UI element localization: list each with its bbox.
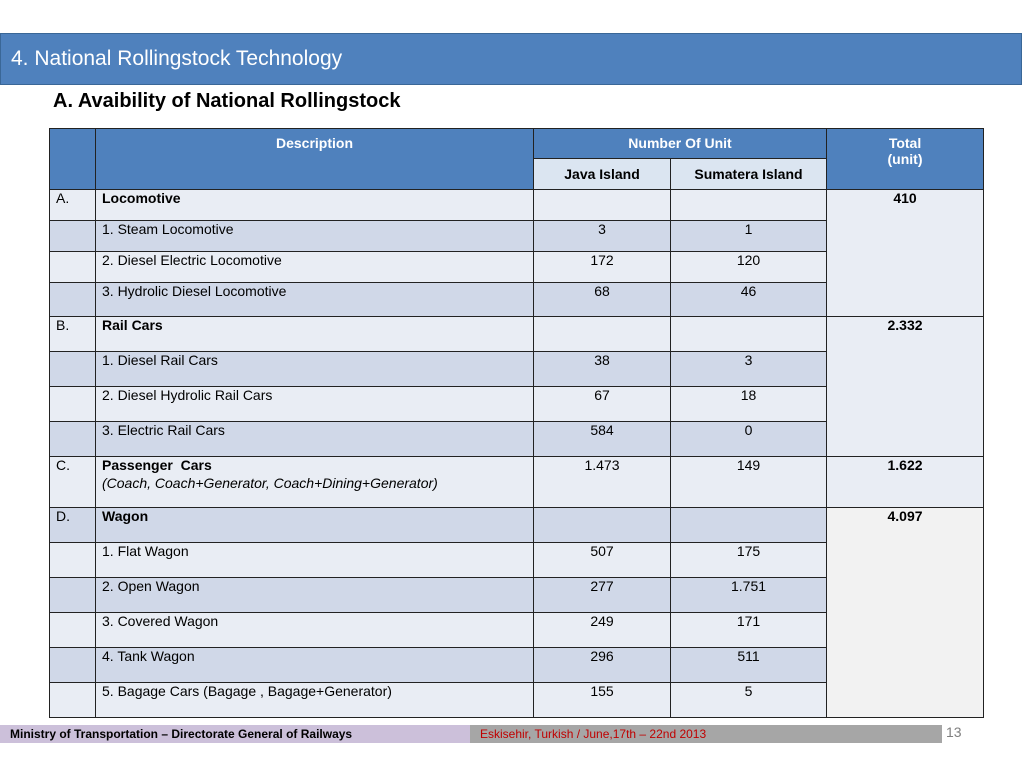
table-row — [50, 317, 984, 352]
java-value: 68 — [534, 283, 671, 317]
java-value: 277 — [534, 578, 671, 613]
java-value: 584 — [534, 422, 671, 457]
item-label: 1. Steam Locomotive — [96, 221, 534, 252]
java-value: 1.473 — [534, 457, 671, 508]
sumatera-value: 171 — [671, 613, 827, 648]
section-code: B. — [50, 317, 96, 352]
java-value: 249 — [534, 613, 671, 648]
section-code: A. — [50, 190, 96, 221]
header-total-line1: Total — [888, 135, 922, 151]
java-value: 38 — [534, 352, 671, 387]
footer-event — [470, 725, 942, 743]
item-label: 2. Diesel Electric Locomotive — [96, 252, 534, 283]
java-value: 172 — [534, 252, 671, 283]
item-label: 4. Tank Wagon — [96, 648, 534, 683]
sumatera-value: 149 — [671, 457, 827, 508]
item-label: 3. Covered Wagon — [96, 613, 534, 648]
sumatera-value: 120 — [671, 252, 827, 283]
table-row — [50, 190, 984, 221]
page-number: 13 — [946, 724, 962, 740]
sumatera-value: 1.751 — [671, 578, 827, 613]
section-total: 410 — [827, 190, 984, 317]
item-label: 1. Diesel Rail Cars — [96, 352, 534, 387]
sumatera-value: 3 — [671, 352, 827, 387]
item-label: 2. Diesel Hydrolic Rail Cars — [96, 387, 534, 422]
section-code: C. — [50, 457, 96, 508]
java-value: 3 — [534, 221, 671, 252]
section-total: 4.097 — [827, 508, 984, 718]
sumatera-value: 511 — [671, 648, 827, 683]
java-value: 67 — [534, 387, 671, 422]
item-label: 3. Electric Rail Cars — [96, 422, 534, 457]
slide-title-bar — [0, 33, 1022, 85]
section-note: (Coach, Coach+Generator, Coach+Dining+Generator) — [102, 475, 438, 491]
java-value: 296 — [534, 648, 671, 683]
java-value: 155 — [534, 683, 671, 718]
rollingstock-table — [49, 128, 984, 718]
item-label: 1. Flat Wagon — [96, 543, 534, 578]
section-label: Rail Cars — [96, 317, 534, 352]
section-code: D. — [50, 508, 96, 543]
item-label: 2. Open Wagon — [96, 578, 534, 613]
sumatera-value: 5 — [671, 683, 827, 718]
sumatera-value: 175 — [671, 543, 827, 578]
section-label: Passenger Cars — [102, 457, 212, 473]
slide-title: 4. National Rollingstock Technology — [11, 47, 343, 70]
sumatera-value: 46 — [671, 283, 827, 317]
sumatera-value: 1 — [671, 221, 827, 252]
item-label: 5. Bagage Cars (Bagage , Bagage+Generator) — [96, 683, 534, 718]
header-total — [827, 129, 984, 190]
header-total-line2: (unit) — [887, 151, 923, 167]
table-row — [50, 457, 984, 508]
footer-left-text: Ministry of Transportation – Directorate General of Railways — [10, 727, 353, 741]
section-total: 2.332 — [827, 317, 984, 457]
section-total: 1.622 — [827, 457, 984, 508]
header-code-cell — [50, 129, 96, 190]
footer-ministry — [0, 725, 470, 743]
item-label: 3. Hydrolic Diesel Locomotive — [96, 283, 534, 317]
java-value: 507 — [534, 543, 671, 578]
header-sumatera-island: Sumatera Island — [671, 159, 827, 190]
header-number-of-unit: Number Of Unit — [534, 129, 827, 159]
section-label: Wagon — [96, 508, 534, 543]
table-row — [50, 508, 984, 543]
footer-right-text: Eskisehir, Turkish / June,17th – 22nd 2013 — [480, 727, 707, 741]
sumatera-value: 18 — [671, 387, 827, 422]
section-subtitle: A. Avaibility of National Rollingstock — [53, 90, 401, 112]
section-label: Locomotive — [96, 190, 534, 221]
sumatera-value: 0 — [671, 422, 827, 457]
header-java-island: Java Island — [534, 159, 671, 190]
header-description: Description — [96, 129, 534, 190]
